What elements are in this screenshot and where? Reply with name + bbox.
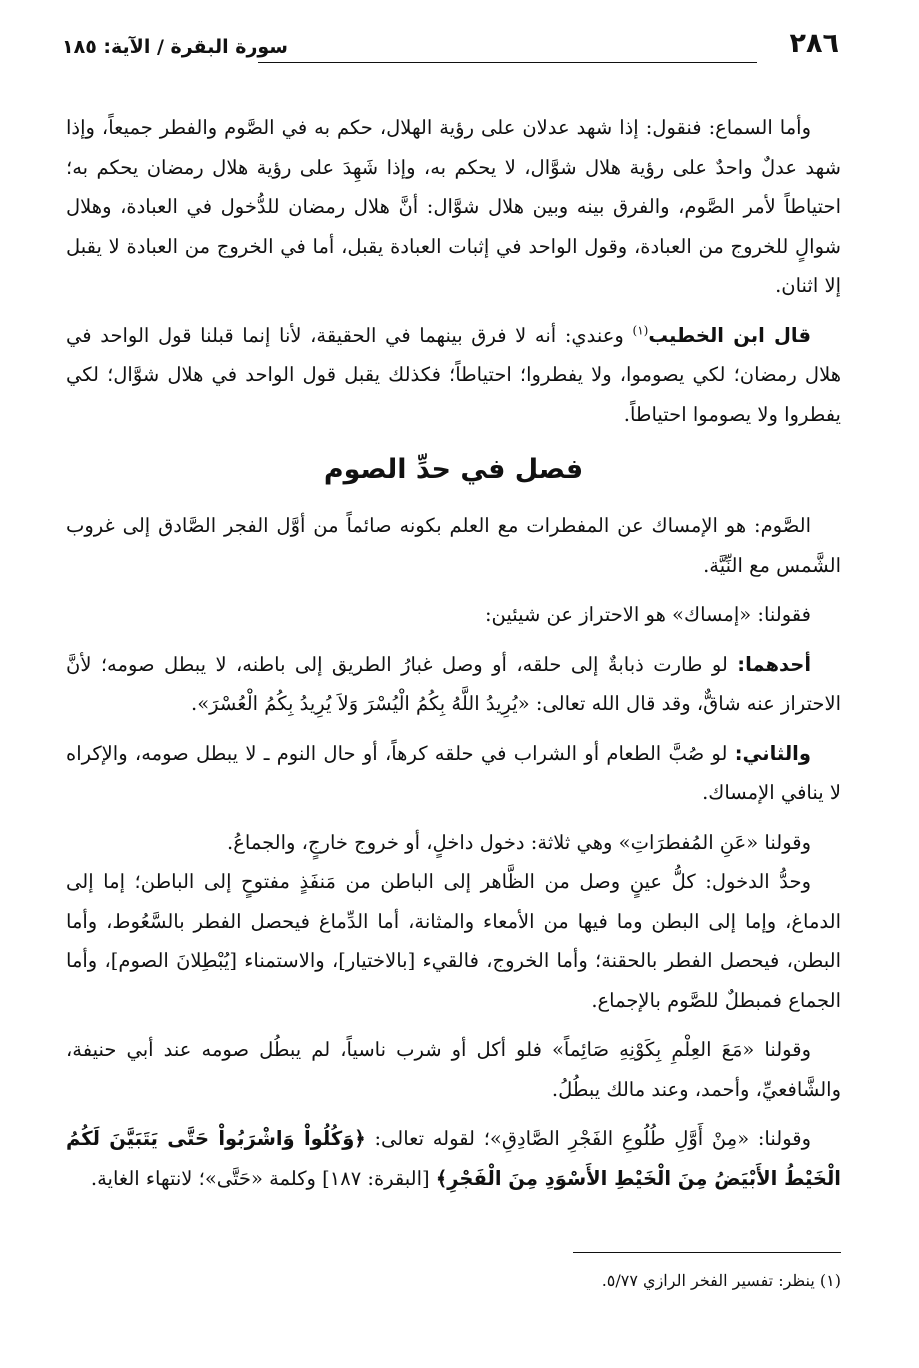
paragraph-definition: الصَّوم: هو الإمساك عن المفطرات مع العلم بكونه صائماً من أوَّل الفجر الصَّادق إلى غروب الشَّمس مع النِّيَّة.	[66, 514, 841, 577]
paragraph-first	[66, 645, 841, 724]
paragraph-sama: وأما السماع: فنقول: إذا شهد عدلان على رؤية الهلال، حكم به في الصَّوم والفطر جميعاً، وإذا شهد عدلٌ واحدٌ على رؤية هلال شوَّال، لا يحكم به، وإذا شَهِدَ على رؤية هلال رمضان يحكم به؛ احتياطاً لأمر الصَّوم، والفرق بينه وبين هلال شوَّال: أنَّ هلال رمضان للدُّخول في العبادة، وهلال شوالٍ للخروج من العبادة، وقول الواحد في إثبات العبادة يقبل، أما في الخروج من العبادة لا يقبل إلا اثنان.	[66, 116, 841, 297]
footnote-marker[interactable]: (١)	[632, 323, 649, 337]
header-rule	[258, 62, 757, 63]
paragraph-imsak: فقولنا: «إمساك» هو الاحتراز عن شيئين:	[484, 603, 811, 626]
paragraph-dukhul: وحدُّ الدخول: كلُّ عينٍ وصل من الظَّاهر إلى الباطن من مَنفَذٍ مفتوحٍ إلى الباطن؛ إما إلى الدماغ، وإما إلى البطن وما فيها من الأمعاء والمثانة، أما الدِّماغ فيحصل الفطر بالسَّعُوط، وأما البطن، فيحصل الفطر بالحقنة؛ وأما الخروج، فالقيء [بالاختيار]، والاستمناء [يُبْطِلانَ الصوم]، وأما الجماع فمبطلٌ للصَّوم بالإجماع.	[66, 870, 841, 1012]
paragraph-muftirat: وقولنا «عَنِ المُفطرَاتِ» وهي ثلاثة: دخول داخلٍ، أو خروج خارجٍ، والجماعُ.	[227, 830, 811, 854]
paragraph-text: وقولنا: «مِنْ أَوَّلِ طُلُوعِ الفَجْرِ الصَّادِقِ»؛ لقوله تعالى:	[365, 1127, 812, 1150]
body-text	[66, 108, 841, 1198]
second-label: والثاني:	[734, 741, 811, 765]
speaker-label: قال ابن الخطيب	[648, 323, 812, 347]
paragraph-text: وعندي: أنه لا فرق بينهما في الحقيقة، لأنا إنما قبلنا قول الواحد في هلال رمضان؛ لكي يصوموا، ولا يفطروا؛ احتياطاً؛ فكذلك يقبل قول الواحد في هلال شوَّال؛ لكي يفطروا ولا يصوموا احتياطاً.	[66, 323, 841, 426]
footnote-rule	[573, 1252, 841, 1253]
paragraph-text: لو طارت ذبابةٌ إلى حلقه، أو وصل غبارُ الطريق إلى باطنه، لا يبطل صومه؛ لأنَّ الاحتراز عنه شاقٌّ، وقد قال الله تعالى: «يُرِيدُ اللَّهُ بِكُمُ الْيُسْرَ وَلاَ يُرِيدُ بِكُمُ الْعُسْرَ».	[66, 652, 841, 715]
paragraph-ibn-khatib	[66, 316, 841, 435]
quran-verse: ﴿وَكُلُواْ وَاشْرَبُواْ حَتَّى يَتَبَيَّنَ لَكُمُ الْخَيْطُ الأَبْيَضُ مِنَ الْخَيْطِ الأَسْوَدِ مِنَ الْفَجْرِ﴾	[66, 1127, 841, 1190]
surah-title: سورة البقرة / الآية: ١٨٥	[62, 36, 288, 58]
running-header	[62, 26, 839, 70]
paragraph-text: [البقرة: ١٨٧] وكلمة «حَتَّى»؛ لانتهاء الغاية.	[90, 1166, 436, 1190]
paragraph-ilm: وقولنا «مَعَ العِلْمِ بِكَوْنِهِ صَائِماً» فلو أكل أو شرب ناسياً، لم يبطُل صومه عند أبي حنيفة، والشَّافعيِّ، وأحمد، وعند مالك يبطُلُ.	[66, 1038, 841, 1101]
paragraph-fajr	[66, 1119, 841, 1198]
section-heading: فصل في حدِّ الصوم	[323, 454, 584, 485]
page-number: ٢٨٦	[789, 28, 839, 59]
first-label: أحدهما:	[737, 652, 811, 676]
footnote: (١) ينظر: تفسير الفخر الرازي ٥/٧٧.	[601, 1271, 841, 1290]
paragraph-second	[66, 734, 841, 813]
paragraph-text: لو صُبَّ الطعام أو الشراب في حلقه كرهاً، أو حال النوم ـ لا يبطل صومه، والإكراه لا ينافي الإمساك.	[66, 741, 841, 804]
